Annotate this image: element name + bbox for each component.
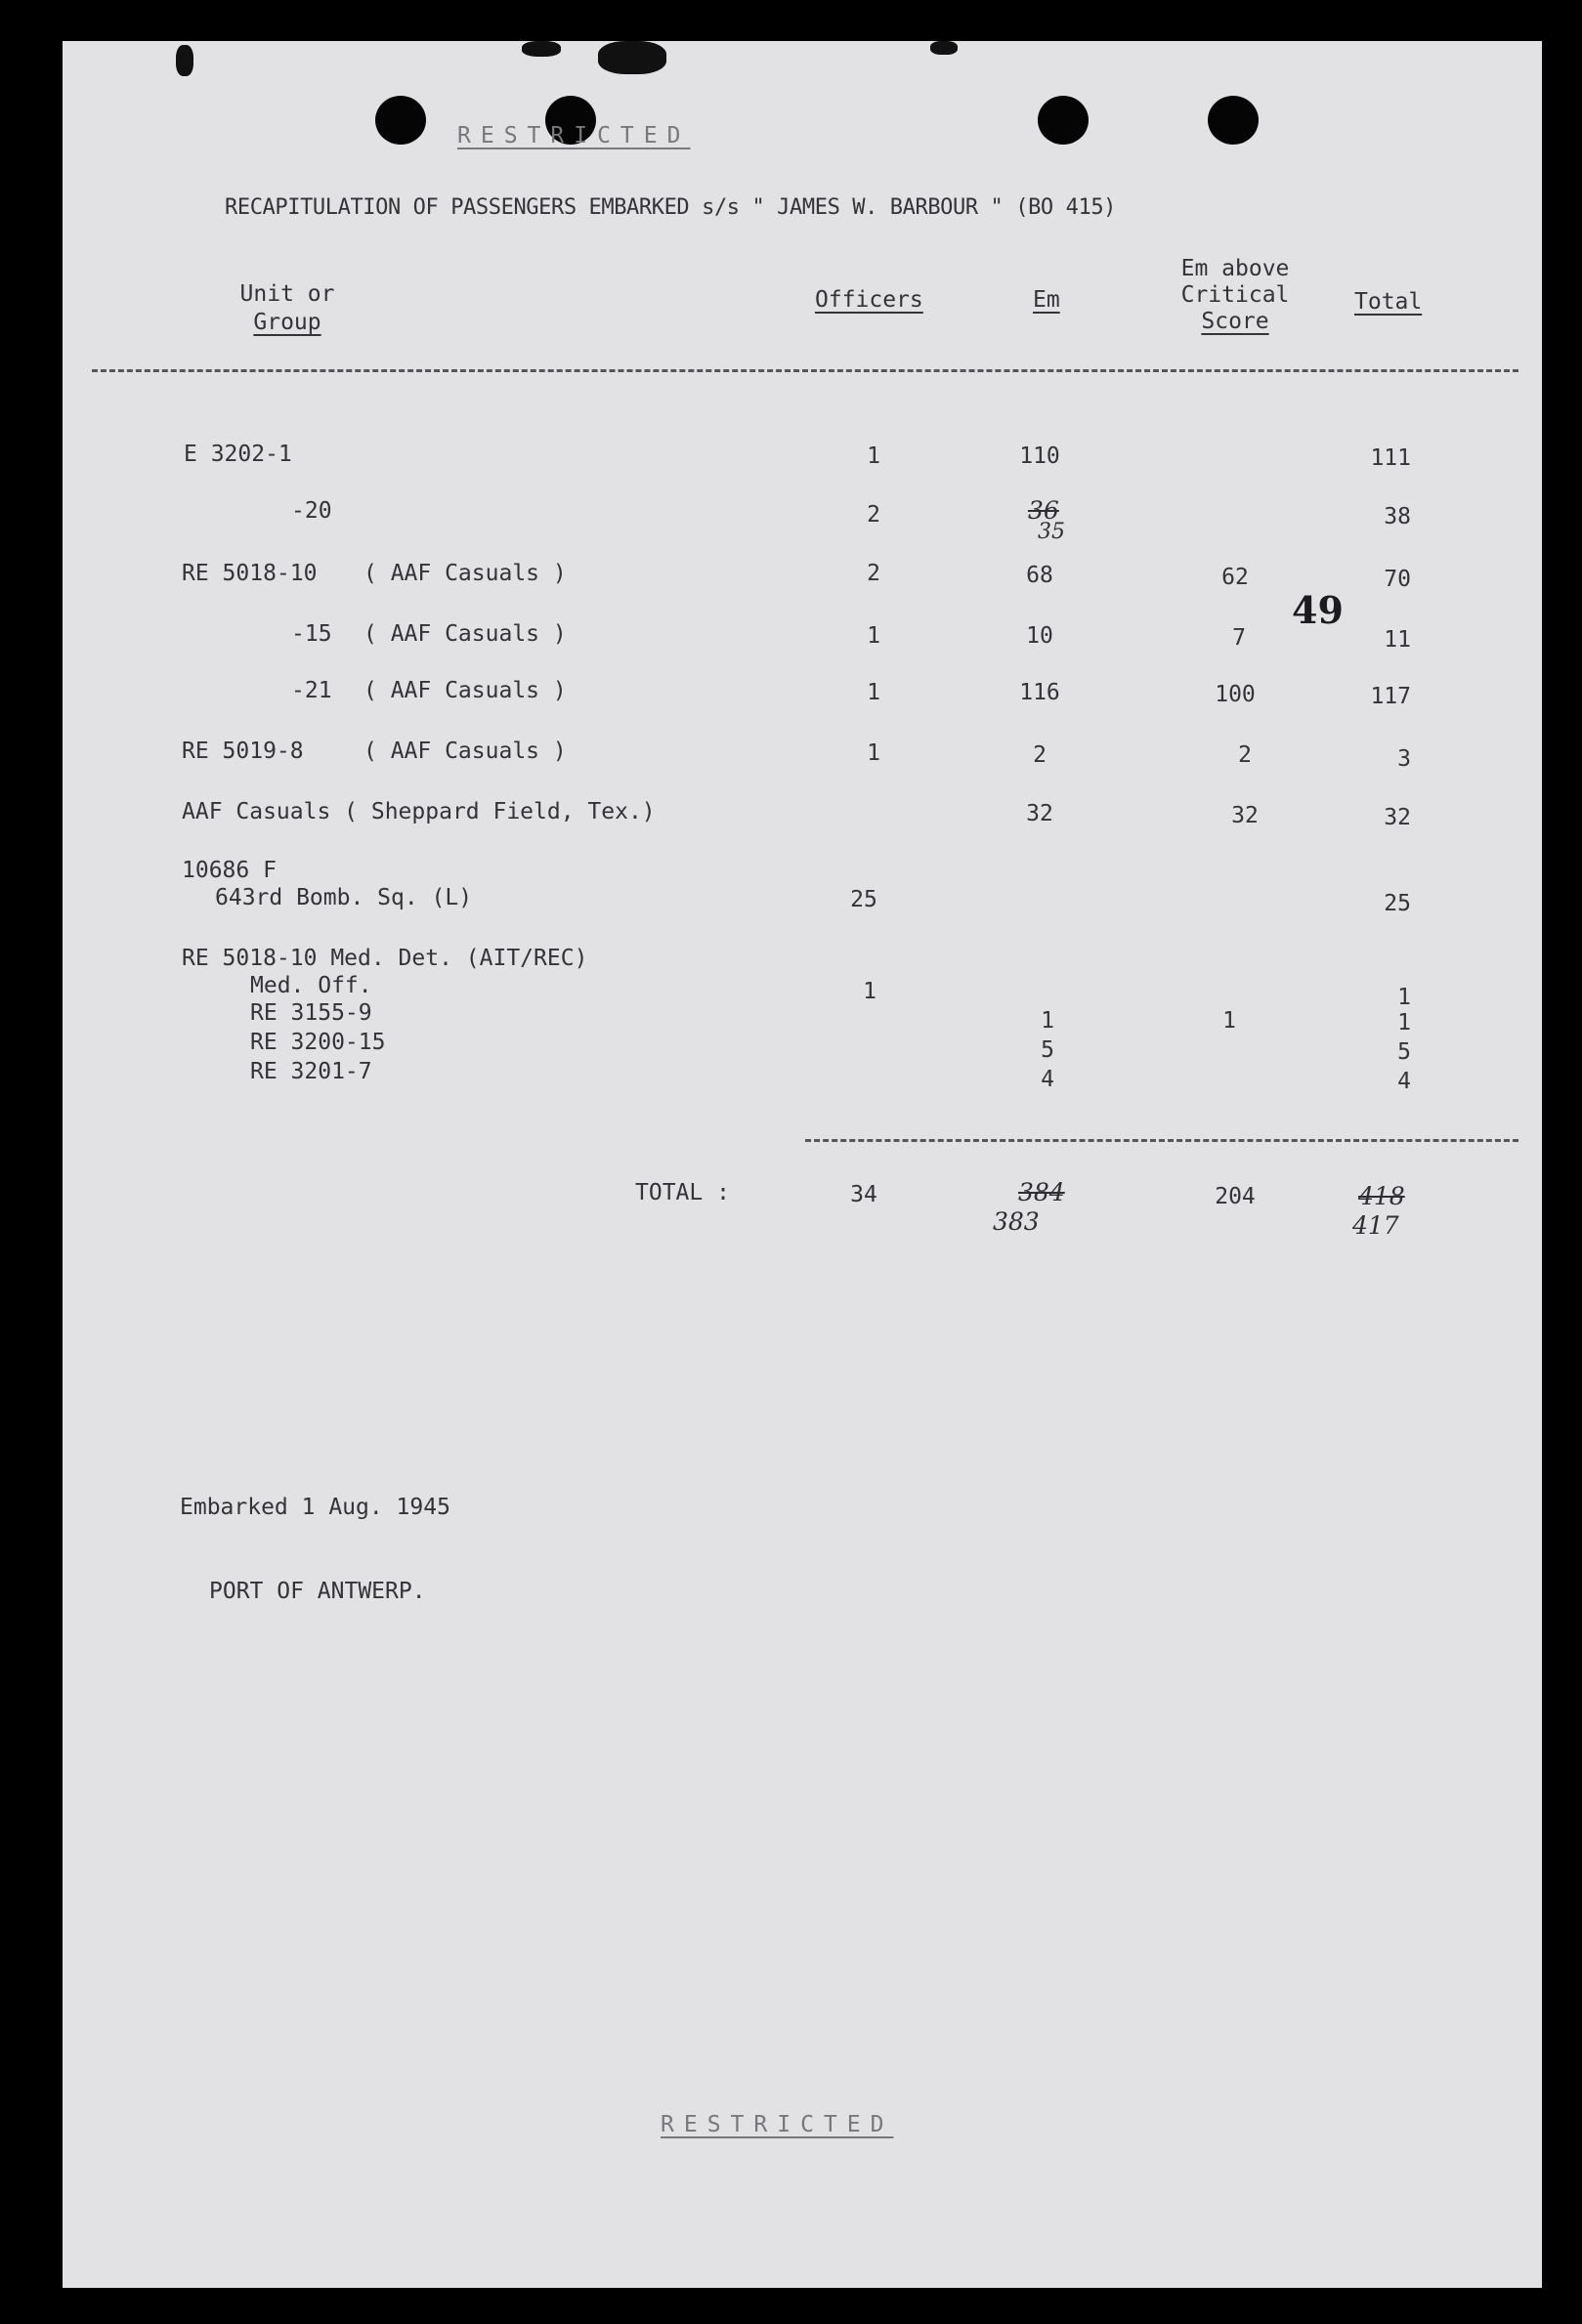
total-cell: 38 [1384, 504, 1411, 529]
unit-cell: 10686 F [182, 858, 277, 883]
col-above-header [1167, 258, 1304, 333]
paper-damage-mark [598, 41, 666, 74]
officers-cell: 2 [867, 502, 880, 528]
officers-cell: 2 [867, 561, 880, 586]
total-officers: 34 [850, 1182, 877, 1207]
col-above-line2: Critical [1180, 282, 1290, 308]
above-cell: 62 [1221, 565, 1249, 590]
total-cell: 1 [1397, 985, 1411, 1010]
above-cell: 100 [1215, 682, 1256, 707]
unit-cell: -21 [291, 678, 332, 703]
punch-hole [375, 96, 426, 145]
unit-cell: E 3202-1 [184, 442, 292, 467]
unit-cell: -20 [291, 498, 332, 524]
page-number-stamp: 49 [1292, 588, 1344, 632]
total-cell: 5 [1397, 1039, 1411, 1065]
total-cell: 4 [1397, 1069, 1411, 1094]
total-total-correction: 417 [1352, 1211, 1399, 1240]
total-cell: 3 [1397, 746, 1411, 772]
punch-hole [1208, 96, 1259, 145]
punch-hole [1038, 96, 1089, 145]
unit-cell: RE 3155-9 [250, 1000, 372, 1026]
unit-subline: 643rd Bomb. Sq. (L) [215, 885, 473, 910]
total-cell: 11 [1384, 627, 1411, 653]
officers-cell: 1 [867, 680, 880, 705]
col-unit-header [209, 283, 365, 334]
em-cell: 1 [1041, 1008, 1054, 1034]
unit-cell: RE 3201-7 [250, 1059, 372, 1084]
unit-cell: -15 [291, 621, 332, 647]
above-cell: 2 [1238, 742, 1252, 768]
col-unit-line2: Group [253, 310, 321, 335]
em-cell: 10 [1026, 623, 1053, 649]
officers-cell: 25 [850, 887, 877, 912]
col-total-header: Total [1354, 289, 1423, 315]
note-cell: ( AAF Casuals ) [363, 739, 567, 764]
note-cell: ( AAF Casuals ) [363, 621, 567, 647]
unit-cell: RE 3200-15 [250, 1030, 386, 1055]
above-cell: 7 [1232, 625, 1246, 651]
unit-cell: RE 5018-10 [182, 561, 318, 586]
restricted-footer: RESTRICTED [661, 2112, 894, 2137]
embarked-date: Embarked 1 Aug. 1945 [180, 1495, 450, 1520]
total-total-struck: 418 [1358, 1182, 1405, 1210]
officers-cell: 1 [863, 979, 877, 1004]
officers-cell: 1 [867, 444, 880, 469]
port-name: PORT OF ANTWERP. [209, 1579, 426, 1604]
total-cell: 32 [1384, 805, 1411, 830]
officers-cell: 1 [867, 740, 880, 766]
total-cell: 25 [1384, 891, 1411, 916]
col-above-line3: Score [1201, 309, 1269, 334]
note-cell: ( AAF Casuals ) [363, 561, 567, 586]
em-cell: 5 [1041, 1037, 1054, 1063]
total-em-struck: 384 [1018, 1178, 1065, 1206]
document-page [63, 41, 1542, 2288]
unit-cell: Med. Off. [250, 973, 372, 998]
paper-damage-mark [176, 45, 193, 76]
total-cell: 111 [1370, 445, 1411, 471]
em-cell: 32 [1026, 801, 1053, 826]
restricted-header: RESTRICTED [457, 123, 691, 148]
above-cell: 1 [1222, 1008, 1236, 1034]
total-cell: 1 [1397, 1010, 1411, 1035]
officers-cell: 1 [867, 623, 880, 649]
total-above: 204 [1215, 1184, 1256, 1209]
total-label: TOTAL : [635, 1180, 730, 1205]
unit-cell: AAF Casuals ( Sheppard Field, Tex.) [182, 799, 656, 824]
em-cell: 116 [1019, 680, 1060, 705]
paper-damage-mark [522, 41, 561, 57]
col-officers-header: Officers [815, 287, 923, 313]
em-cell: 2 [1033, 742, 1047, 768]
em-cell-struck: 36 [1028, 496, 1059, 525]
em-cell: 110 [1019, 444, 1060, 469]
total-cell: 70 [1384, 567, 1411, 592]
col-above-line1: Em above [1180, 256, 1290, 281]
note-cell: ( AAF Casuals ) [363, 678, 567, 703]
unit-cell: RE 5018-10 Med. Det. (AIT/REC) [182, 946, 588, 971]
em-cell: 4 [1041, 1067, 1054, 1092]
col-unit-line1: Unit or [239, 281, 335, 307]
totals-divider [805, 1139, 1518, 1142]
col-em-header: Em [1033, 287, 1060, 313]
unit-cell: RE 5019-8 [182, 739, 304, 764]
header-divider [92, 369, 1518, 372]
above-cell: 32 [1231, 803, 1259, 828]
total-em-correction: 383 [993, 1207, 1040, 1236]
document-title: RECAPITULATION OF PASSENGERS EMBARKED s/s " JAMES W. BARBOUR " (BO 415) [225, 195, 1117, 220]
em-cell: 68 [1026, 563, 1053, 588]
paper-damage-mark [930, 41, 958, 55]
total-cell: 117 [1370, 684, 1411, 709]
em-cell-correction: 35 [1038, 520, 1065, 544]
